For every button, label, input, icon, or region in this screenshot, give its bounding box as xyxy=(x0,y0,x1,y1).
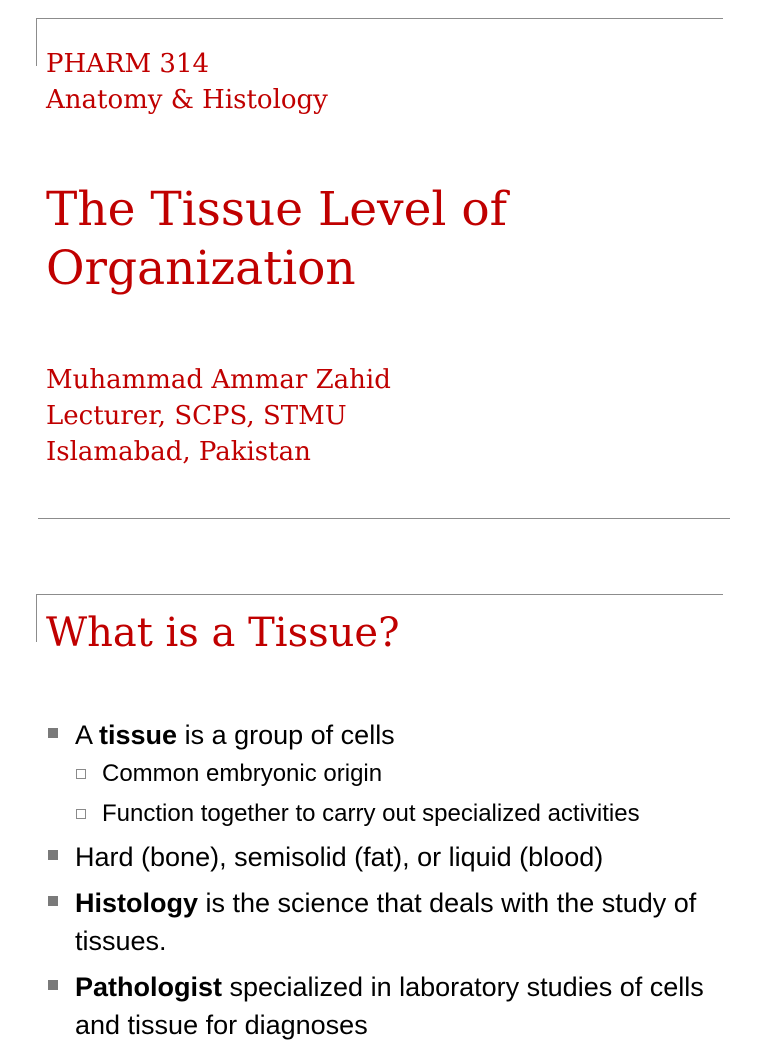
slide2-left-rule xyxy=(36,594,37,642)
square-bullet-icon xyxy=(48,896,58,906)
slide1-left-rule xyxy=(36,18,37,66)
slide-title xyxy=(46,180,507,298)
course-name: Anatomy & Histology xyxy=(46,85,328,115)
bullet-item: Pathologist specialized in laboratory studies of cells and tissue for diagnoses xyxy=(46,968,736,1044)
slide-title-line1: The Tissue Level of xyxy=(46,182,508,237)
slide-divider xyxy=(38,518,730,519)
square-bullet-icon xyxy=(48,980,58,990)
square-bullet-icon xyxy=(48,850,58,860)
course-info xyxy=(46,46,328,118)
bullet-item: Hard (bone), semisolid (fat), or liquid (blood) xyxy=(46,838,736,876)
sub-bullet-item: Function together to carry out specialized activities xyxy=(46,794,736,834)
bullet-item: A tissue is a group of cells xyxy=(46,716,736,754)
slide2-top-rule xyxy=(36,594,723,595)
hollow-square-bullet-icon xyxy=(76,769,86,779)
square-bullet-icon xyxy=(48,728,58,738)
term-tissue: tissue xyxy=(99,720,178,750)
sub-bullet-item: Common embryonic origin xyxy=(46,754,736,794)
course-code: PHARM 314 xyxy=(46,49,210,79)
author-info xyxy=(46,362,391,470)
author-role: Lecturer, SCPS, STMU xyxy=(46,401,347,431)
term-histology: Histology xyxy=(75,888,199,918)
author-name: Muhammad Ammar Zahid xyxy=(46,365,391,395)
author-location: Islamabad, Pakistan xyxy=(46,437,311,467)
bullet-list xyxy=(46,716,736,1052)
slide2-heading: What is a Tissue? xyxy=(46,610,400,656)
bullet-item: Histology is the science that deals with the study of tissues. xyxy=(46,884,736,960)
hollow-square-bullet-icon xyxy=(76,809,86,819)
slide1-top-rule xyxy=(36,18,723,19)
term-pathologist: Pathologist xyxy=(75,972,222,1002)
slide-title-line2: Organization xyxy=(46,241,356,296)
